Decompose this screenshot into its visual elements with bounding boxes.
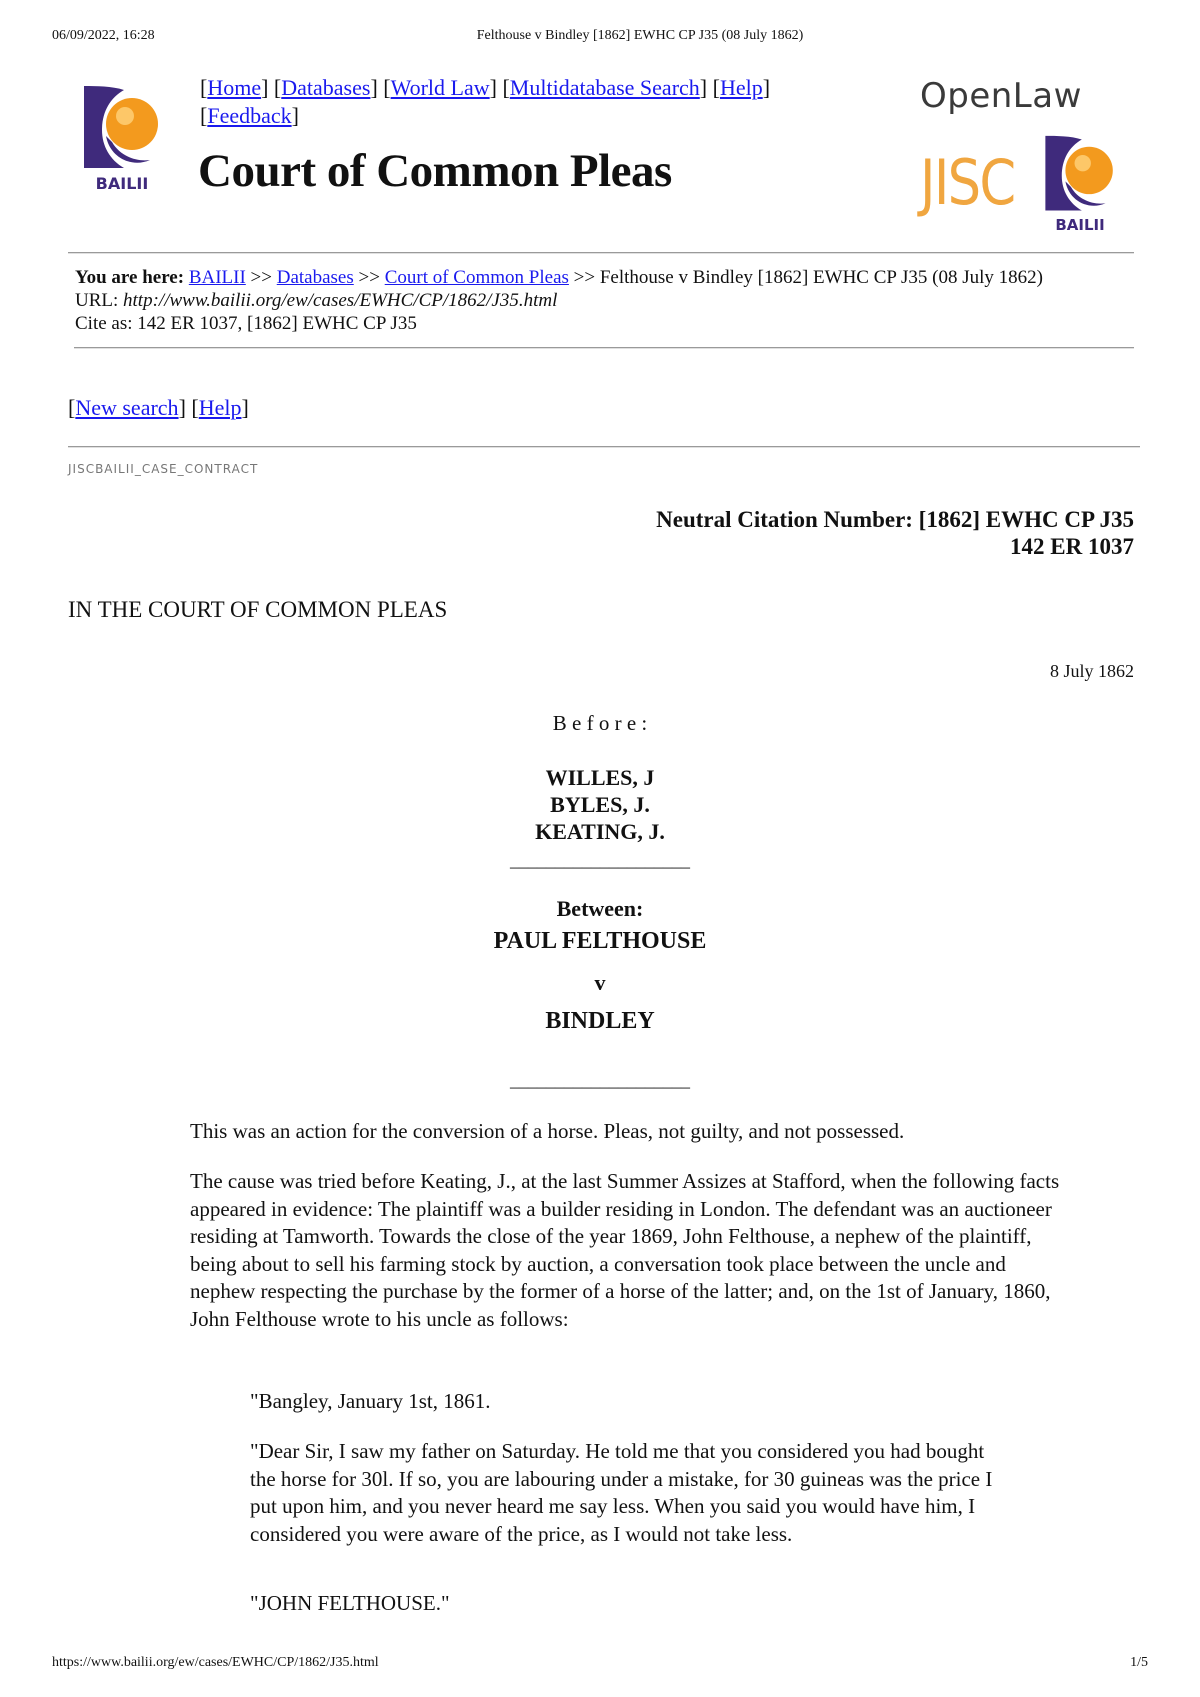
paragraph: This was an action for the conversion of a horse. Pleas, not guilty, and not possessed. <box>190 1119 905 1143</box>
paragraph: The cause was tried before Keating, J., at the last Summer Assizes at Stafford, when the following facts appeared in evidence: The plaintiff was a builder residing in London. The defendant was an auctioneer residing at Tamworth. Towards the close of the year 1869, John Felthouse, a nephew of the plaintiff, being about to sell his farming stock by auction, a conversation took place between the uncle and nephew respecting the purchase by the former of a horse of the latter; and, on the 1st of January, 1860, John Felthouse wrote to his uncle as follows: <box>190 1169 1060 1331</box>
judges-list <box>300 764 900 845</box>
neutral-citation: Neutral Citation Number: [1862] EWHC CP J35 <box>656 507 1134 532</box>
defendant-name: BINDLEY <box>545 1008 655 1034</box>
nav-feedback-link[interactable]: Feedback <box>207 103 292 128</box>
divider <box>74 347 1134 349</box>
page-title: Court of Common Pleas <box>198 145 672 197</box>
breadcrumb <box>75 266 1135 335</box>
new-search-link[interactable]: New search <box>75 395 179 420</box>
nav-world-law-link[interactable]: World Law <box>390 75 490 100</box>
breadcrumb-databases-link[interactable]: Databases <box>276 267 354 288</box>
bailii-emblem-right-icon <box>1040 134 1120 216</box>
divider-line: ____________________ <box>510 1070 690 1090</box>
letter-body: "Dear Sir, I saw my father on Saturday. He told me that you considered you had bought the horse for 30l. If so, you are labouring under a mistake, for 30 guineas was the price I put upon him, and you never heard me say less. When you said you would have him, I considered you were aware of the price, as I would not take less. <box>250 1439 993 1546</box>
print-url: https://www.bailii.org/ew/cases/EWHC/CP/1862/J35.html <box>52 1655 379 1670</box>
cite-value: 142 ER 1037, [1862] EWHC CP J35 <box>137 313 417 334</box>
breadcrumb-court-link[interactable]: Court of Common Pleas <box>384 267 569 288</box>
jisc-logo[interactable]: JISC <box>920 146 1015 219</box>
judge: BYLES, J. <box>550 792 650 817</box>
nav-home-link[interactable]: Home <box>207 75 262 100</box>
er-citation: 142 ER 1037 <box>1010 534 1134 559</box>
letter-dateline: "Bangley, January 1st, 1861. <box>250 1389 491 1413</box>
breadcrumb-separator: >> <box>250 267 272 288</box>
bailii-logo[interactable] <box>80 84 164 196</box>
cite-label: Cite as: <box>75 313 133 334</box>
bailii-logo-text: BAILII <box>95 174 149 193</box>
print-page-number: 1/5 <box>1130 1655 1148 1670</box>
judge: WILLES, J <box>545 765 655 790</box>
letter-signature: "JOHN FELTHOUSE." <box>250 1591 450 1615</box>
top-nav: [Home] [Databases] [World Law] [Multidatabase Search] [Help] [Feedback] <box>200 75 771 128</box>
before-label: B e f o r e : <box>552 711 648 735</box>
citation-block <box>500 506 1134 560</box>
bailii-right-logo-text: BAILII <box>1055 216 1105 234</box>
judgment-date: 8 July 1862 <box>1049 661 1134 681</box>
judge: KEATING, J. <box>535 819 665 844</box>
divider <box>68 446 1140 448</box>
print-title: Felthouse v Bindley [1862] EWHC CP J35 (08 July 1862) <box>476 28 804 43</box>
divider-line: ____________________ <box>510 850 690 870</box>
court-heading: IN THE COURT OF COMMON PLEAS <box>68 597 448 622</box>
nav-multidatabase-search-link[interactable]: Multidatabase Search <box>509 75 700 100</box>
you-are-here-label: You are here: <box>75 267 185 288</box>
divider <box>68 252 1134 254</box>
help-link[interactable]: Help <box>198 395 242 420</box>
openlaw-logo[interactable]: OpenLaw <box>920 76 1082 116</box>
breadcrumb-separator: >> <box>573 267 596 288</box>
search-links: [New search] [Help] <box>68 395 249 420</box>
bailii-right-logo[interactable] <box>1040 134 1120 234</box>
breadcrumb-current: Felthouse v Bindley [1862] EWHC CP J35 (08 July 1862) <box>599 267 1043 288</box>
breadcrumb-bailii-link[interactable]: BAILII <box>188 267 246 288</box>
nav-databases-link[interactable]: Databases <box>281 75 371 100</box>
print-datetime: 06/09/2022, 16:28 <box>52 28 155 43</box>
url-value: http://www.bailii.org/ew/cases/EWHC/CP/1862/J35.html <box>123 290 558 311</box>
case-tag: JISCBAILII_CASE_CONTRACT <box>68 462 259 476</box>
between-label: Between: <box>556 896 644 921</box>
nav-help-link[interactable]: Help <box>719 75 763 100</box>
plaintiff-name: PAUL FELTHOUSE <box>493 928 707 954</box>
breadcrumb-separator: >> <box>358 267 380 288</box>
url-label: URL: <box>75 290 119 311</box>
versus-label: v <box>594 970 606 995</box>
